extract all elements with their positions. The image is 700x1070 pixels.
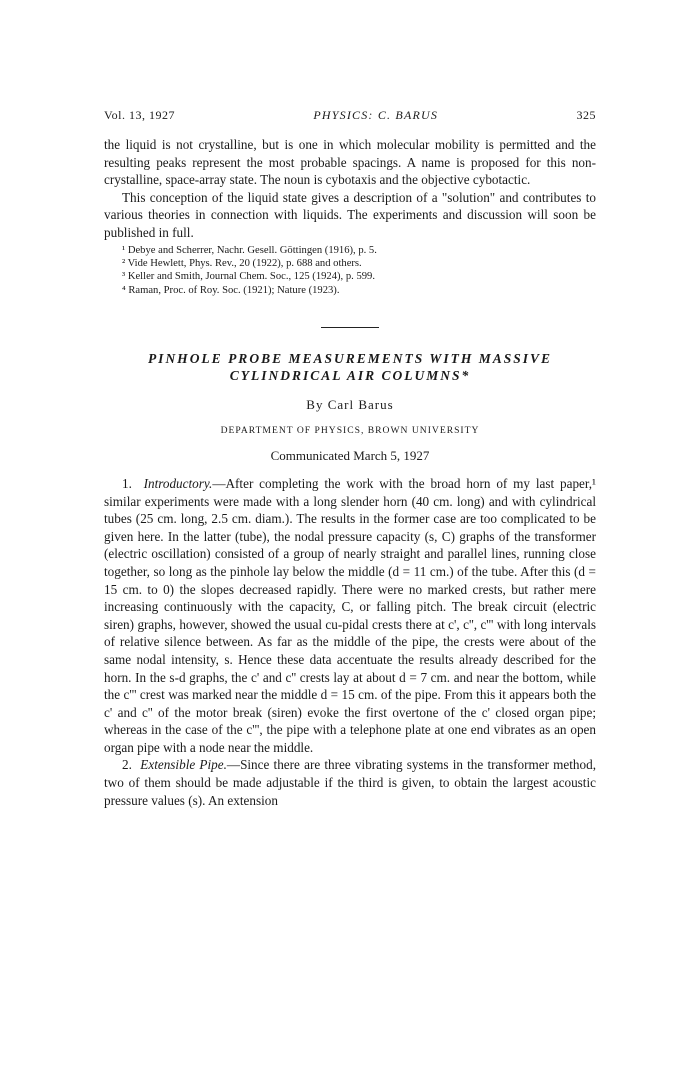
section-number: 2. xyxy=(122,757,132,773)
section-number: 1. xyxy=(122,475,132,491)
section-text: —After completing the work with the broad horn of my last paper,¹ similar experiments were made with a long slender horn (40 cm. long) and with cylindrical tubes (25 cm. long, 2.5 cm. diam.). The results in the former case are too complicated to be given here. In the latter (tube), the nodal pressure capacity (s, C) graphs of the transformer (electric oscillation) consisted of a group of nearly straight and parallel lines, running close together, so long as the pinhole lay below the middle (d = 11 cm.) of the tube. After this (d = 15 cm. to 0) the slopes decreased rapidly. There were no marked crests, but rather mere increasing continuously with the capacity, C, or falling pitch. The break circuit (electric siren) graphs, however, showed the usual cu-pidal crests there at c', c'', c''' with long intervals of relative silence between. As far as the middle of the pipe, the crests were about of the same nodal intensity, s. Hence these data accentuate the results already described for the horn. In the s-d graphs, the c' and c'' crests lay at about d = 7 cm. and near the bottom, while the c''' crest was marked near the middle d = 15 cm. of the pipe. From this it appears both the c' and c'' of the motor break (siren) evoke the first overtone of the c' closed organ pipe; whereas in the case of the c''', the pipe with a telephone plate at one end vibrates as an open organ pipe with a node near the middle. xyxy=(104,475,597,755)
section-title: Introductory. xyxy=(143,475,213,491)
intro-paragraph: the liquid is not crystalline, but is one in which molecular mobility is permitted and the resulting peaks represent the most probable spacings. A name is proposed for this non-crystalline, space-array state. The noun is cybotaxis and the objective cybotactic. xyxy=(104,137,596,188)
header-volume: Vol. 13, 1927 xyxy=(104,108,175,122)
footnote: ³ Keller and Smith, Journal Chem. Soc., 125 (1924), p. 599. xyxy=(122,271,375,283)
header-title: PHYSICS: C. BARUS xyxy=(313,108,439,122)
footnote: ⁴ Raman, Proc. of Roy. Soc. (1921); Nature (1923). xyxy=(122,284,340,296)
section-divider xyxy=(321,327,379,328)
article-title xyxy=(104,350,596,384)
footnote: ² Vide Hewlett, Phys. Rev., 20 (1922), p. 688 and others. xyxy=(122,257,362,269)
page-body xyxy=(104,136,596,809)
page-number: 325 xyxy=(576,108,596,122)
section-paragraph xyxy=(104,756,596,809)
article-author: By Carl Barus xyxy=(306,397,394,413)
running-header xyxy=(104,108,596,123)
intro-paragraph: This conception of the liquid state gives a description of a "solution" and contributes to various theories in connection with liquids. The experiments and discussion will soon be published in full. xyxy=(104,189,596,240)
article-affiliation: DEPARTMENT OF PHYSICS, BROWN UNIVERSITY xyxy=(220,424,480,436)
article-communicated: Communicated March 5, 1927 xyxy=(270,448,430,464)
article-title-line: PINHOLE PROBE MEASUREMENTS WITH MASSIVE xyxy=(147,351,553,367)
section-paragraph xyxy=(104,475,596,757)
footnote: ¹ Debye and Scherrer, Nachr. Gesell. Göttingen (1916), p. 5. xyxy=(122,244,377,256)
article-title-line: CYLINDRICAL AIR COLUMNS* xyxy=(229,368,471,384)
section-text: —Since there are three vibrating systems in the transformer method, two of them should be made adjustable if the third is given, to obtain the largest acoustic pressure values (s). An extension xyxy=(104,757,597,808)
section-title: Extensible Pipe. xyxy=(140,757,227,773)
footnotes xyxy=(104,244,596,298)
